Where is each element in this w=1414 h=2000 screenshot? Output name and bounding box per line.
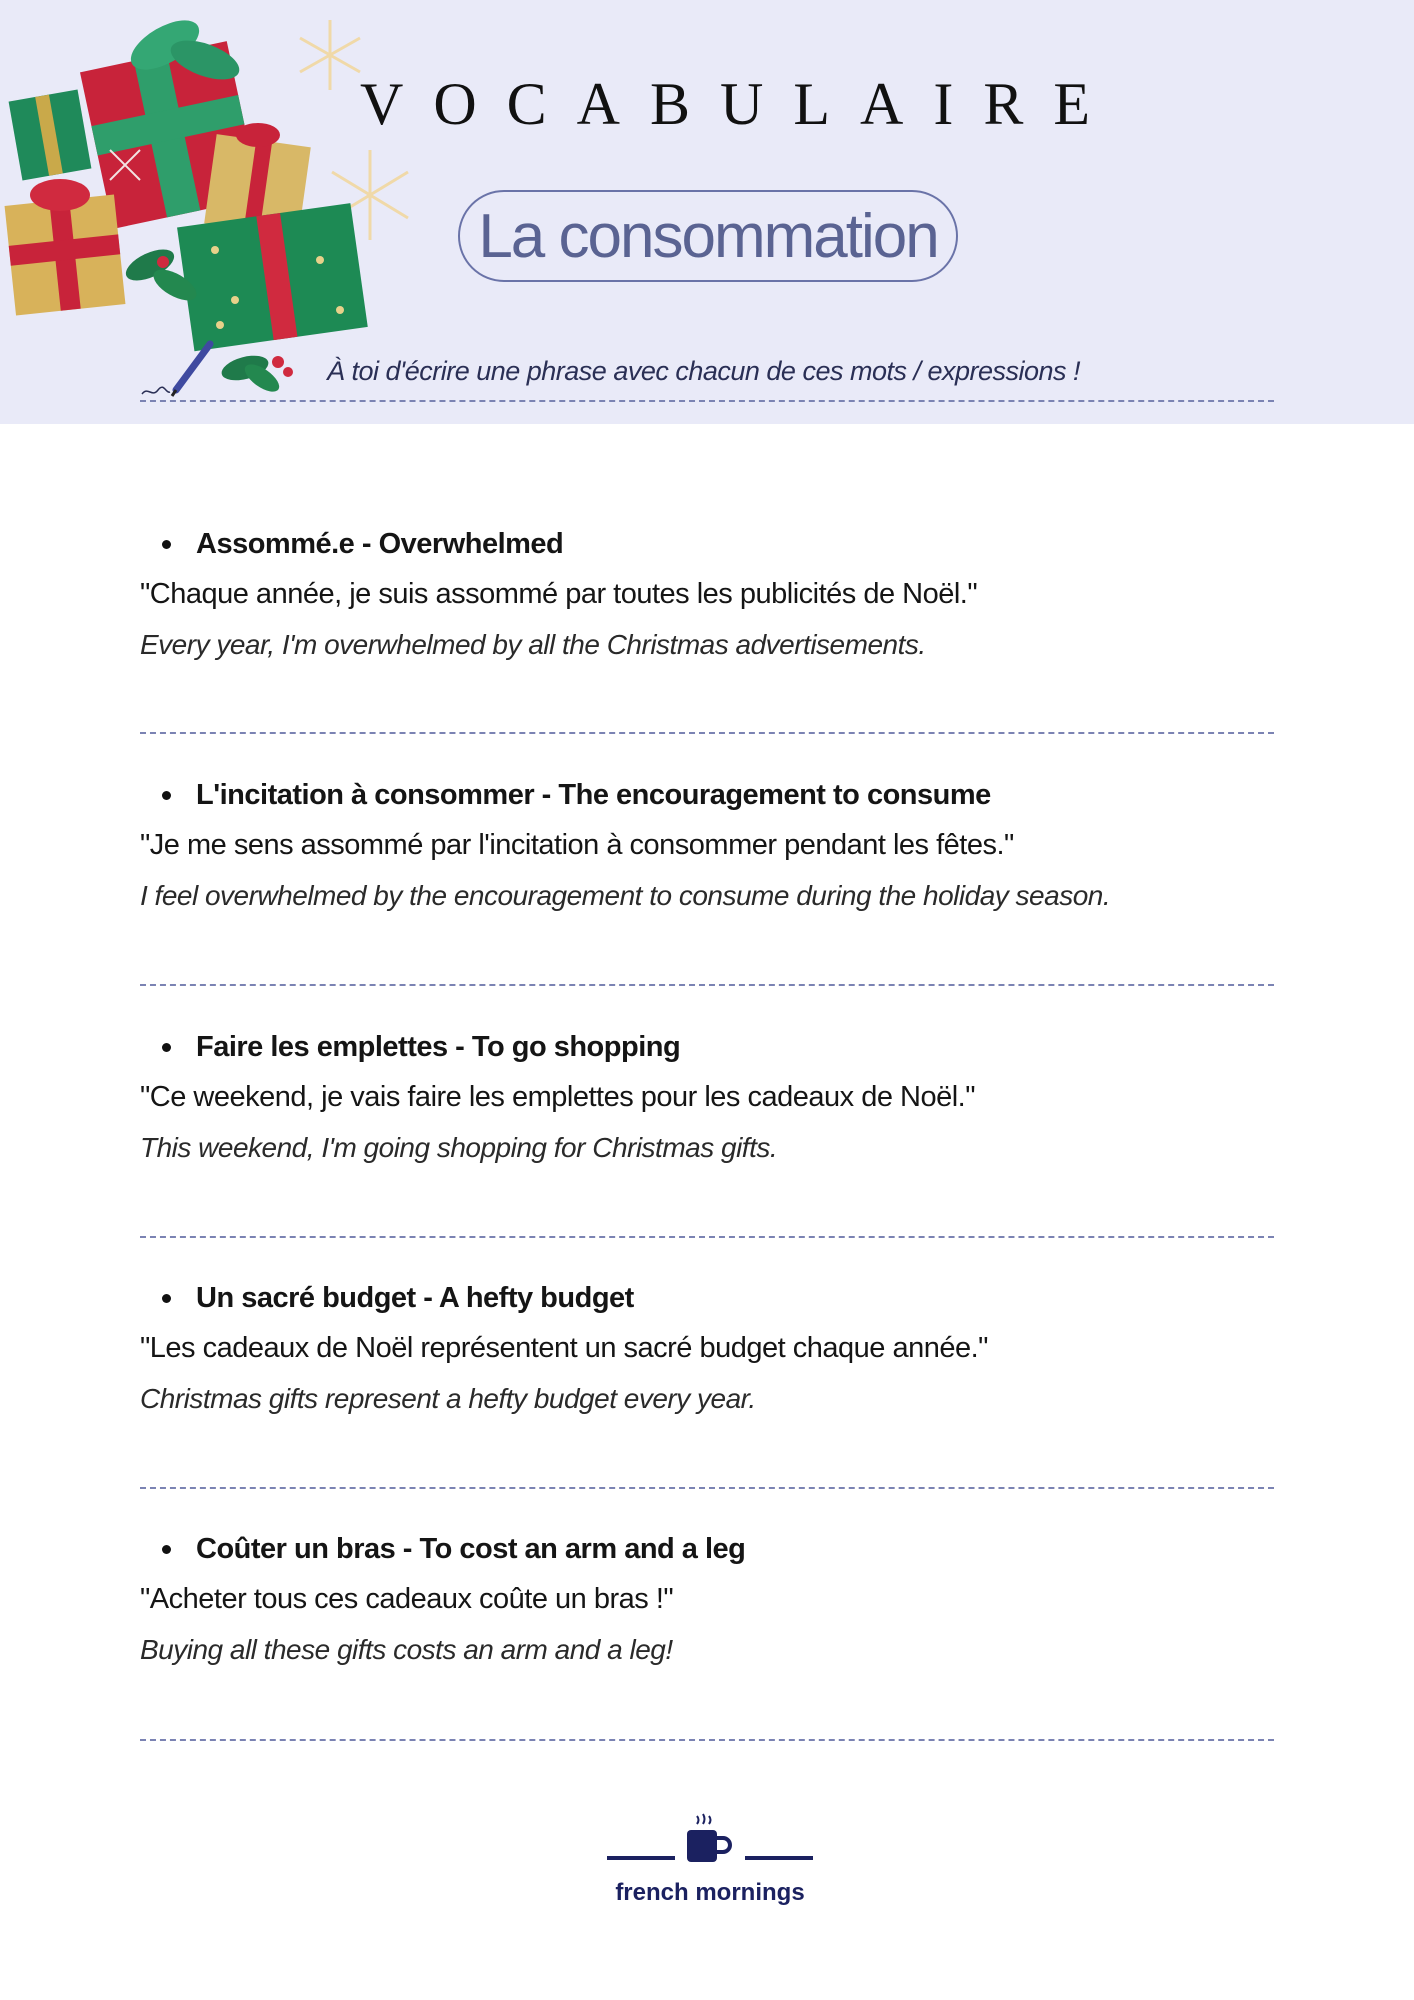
vocab-term — [162, 1027, 1274, 1067]
entry-divider — [140, 1487, 1274, 1489]
example-french: "Chaque année, je suis assommé par toutes les publicités de Noël." — [140, 578, 978, 610]
example-french: "Les cadeaux de Noël représentent un sacré budget chaque année." — [140, 1332, 988, 1364]
example-french: "Je me sens assommé par l'incitation à consommer pendant les fêtes." — [140, 829, 1014, 861]
french-mornings-logo — [600, 1812, 820, 1907]
vocab-term — [162, 524, 1274, 564]
bullet-icon — [162, 1294, 171, 1303]
example-english: This weekend, I'm going shopping for Christmas gifts. — [140, 1132, 778, 1163]
header-divider — [140, 400, 1274, 402]
pen-icon — [140, 338, 220, 398]
entry-divider — [140, 1739, 1274, 1741]
subtitle-pill — [458, 190, 958, 282]
bullet-icon — [162, 1043, 171, 1052]
term-text: Assommé.e - Overwhelmed — [196, 527, 564, 560]
example-french: "Acheter tous ces cadeaux coûte un bras !" — [140, 1583, 674, 1615]
example-english: Christmas gifts represent a hefty budget every year. — [140, 1383, 756, 1414]
term-text: Un sacré budget - A hefty budget — [196, 1281, 634, 1314]
example-english: I feel overwhelmed by the encouragement to consume during the holiday season. — [140, 880, 1111, 911]
entry-divider — [140, 1236, 1274, 1238]
vocab-entry — [140, 524, 1274, 661]
term-text: Faire les emplettes - To go shopping — [196, 1030, 681, 1063]
instruction-text: À toi d'écrire une phrase avec chacun de ces mots / expressions ! — [327, 356, 1081, 386]
bullet-icon — [162, 1545, 171, 1554]
logo-text: french mornings — [615, 1879, 805, 1906]
example-french: "Ce weekend, je vais faire les emplettes pour les cadeaux de Noël." — [140, 1081, 975, 1113]
entry-divider — [140, 984, 1274, 986]
subtitle-text: La consommation — [478, 201, 938, 271]
term-text: L'incitation à consommer - The encouragement to consume — [196, 778, 991, 811]
bullet-icon — [162, 540, 171, 549]
bullet-icon — [162, 791, 171, 800]
entry-divider — [140, 732, 1274, 734]
page-title: VOCABULAIRE — [360, 71, 1120, 137]
example-english: Buying all these gifts costs an arm and a leg! — [140, 1634, 673, 1665]
vocab-entry — [140, 775, 1274, 912]
vocab-entry — [140, 1027, 1274, 1164]
coffee-mug-icon — [605, 1812, 815, 1872]
vocab-term — [162, 1529, 1274, 1569]
vocab-entry — [140, 1529, 1274, 1666]
vocab-term — [162, 775, 1274, 815]
example-english: Every year, I'm overwhelmed by all the Christmas advertisements. — [140, 629, 926, 660]
vocab-term — [162, 1278, 1274, 1318]
vocab-entry — [140, 1278, 1274, 1415]
term-text: Coûter un bras - To cost an arm and a leg — [196, 1532, 746, 1565]
